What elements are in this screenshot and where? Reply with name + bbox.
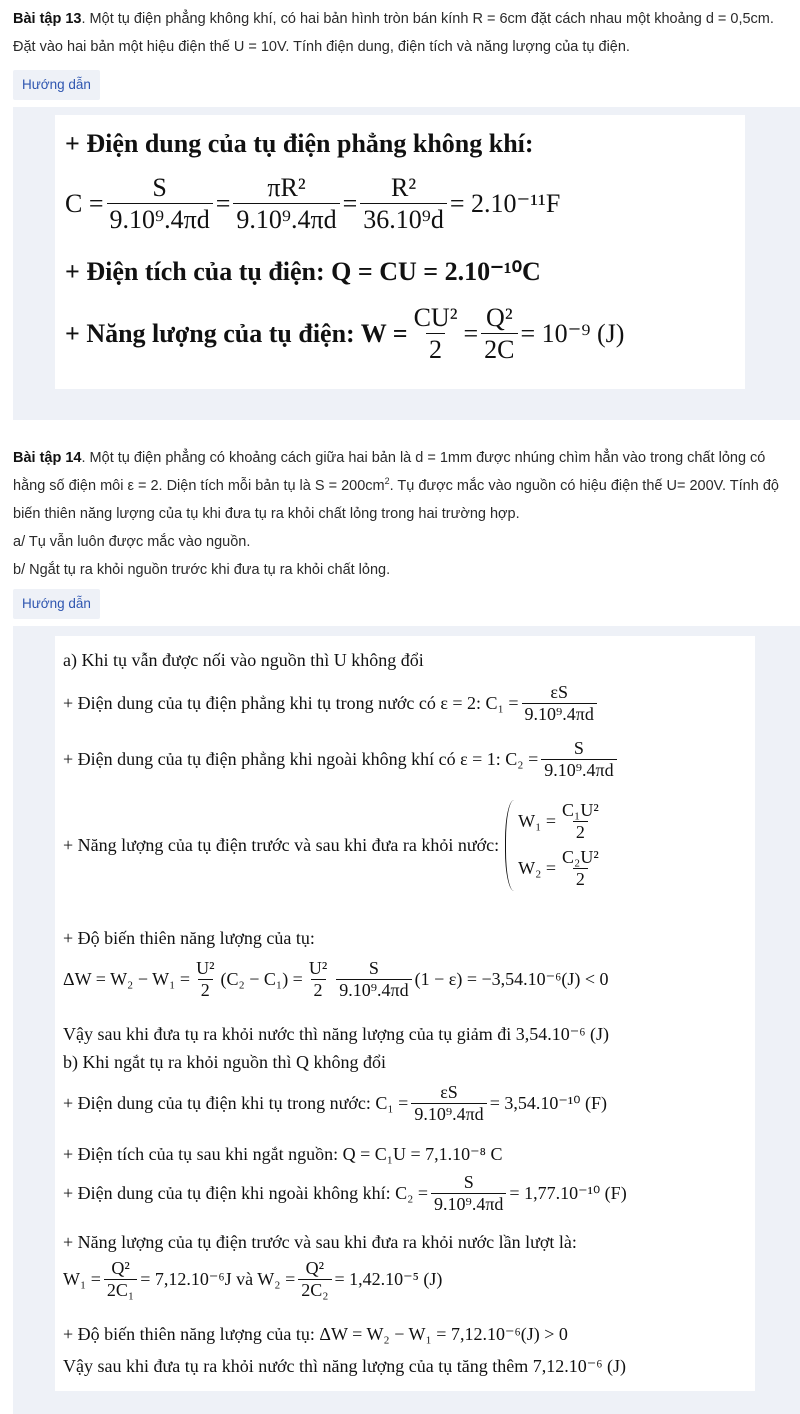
brace	[505, 800, 515, 891]
fraction: $\frac{\text{CU²}}{2}$	[413, 303, 458, 364]
fraction: $\frac{S}{\text{9.10⁹.4πd}}$	[431, 1172, 506, 1215]
solution-14-line-8: b) Khi ngắt tụ ra khỏi nguồn thì Q không đổi	[63, 1052, 386, 1072]
problem-13-text	[13, 5, 793, 61]
problem-14-label: Bài tập 14	[13, 450, 82, 466]
formula-c: C =	[65, 189, 104, 219]
solution-14-line-13: W₁ = $\frac{\text{Q²}}{\text{2C₁}}$ = 7,12.10⁻⁶J và W₂ = $\frac{\text{Q²}}{\text{2C₂}}$ = 1,42.10⁻⁵ (J)	[63, 1258, 443, 1300]
solution-14-line-14: + Độ biến thiên năng lượng của tụ: ΔW = W₂ − W₁ = 7,12.10⁻⁶(J) > 0	[63, 1324, 568, 1344]
problem-14-part-a: a/ Tụ vẫn luôn được mắc vào nguồn.	[13, 534, 251, 550]
guide-button-13[interactable]: Hướng dẫn	[13, 70, 100, 100]
fraction: $\frac{\text{R²}}{\text{36.10⁹d}}$	[360, 173, 447, 235]
problem-14-text	[13, 444, 793, 584]
fraction: $\frac{\text{C₂U²}}{2}$	[562, 847, 599, 889]
fraction: $\frac{\text{C₁U²}}{2}$	[562, 800, 599, 842]
fraction: $\frac{S}{\text{9.10⁹.4πd}}$	[541, 738, 616, 781]
problem-13-body: . Một tụ điện phẳng không khí, có hai bản hình tròn bán kính R = 6cm đặt cách nhau một khoảng d = 0,5cm. Đặt vào hai bản một hiệu điện thế U = 10V. Tính điện dung, điện tích và năng lượng của tụ điện.	[13, 11, 774, 55]
fraction: $\frac{\varepsilon S}{\text{9.10⁹.4πd}}$	[411, 1082, 486, 1125]
solution-panel-14	[13, 626, 800, 1414]
fraction: $\frac{S}{\text{9.10⁹.4πd}}$	[107, 173, 213, 235]
solution-14-line-11: + Điện dung của tụ điện khi ngoài không khí: C₂ = $\frac{S}{\text{9.10⁹.4πd}}$ = 1,77.10⁻¹⁰ (F)	[63, 1172, 627, 1214]
solution-14-line-15: Vậy sau khi đưa tụ ra khỏi nước thì năng lượng của tụ tăng thêm 7,12.10⁻⁶ (J)	[63, 1356, 626, 1376]
fraction: $\frac{\text{U²}}{2}$	[308, 958, 328, 1000]
solution-14-line-6: ΔW = W₂ − W₁ = $\frac{\text{U²}}{2}$ (C₂ − C₁) = $\frac{\text{U²}}{2}$ $\frac{S}{\text{9.10⁹.4πd}}$ (1 − ε) = −3,54.10⁻⁶(J) < 0	[63, 958, 609, 1000]
problem-14-body-1: . Một tụ điện phẳng có khoảng cách giữa hai bản là d = 1mm được nhúng chìm hẳn vào trong chất lỏng có hằng số điện môi ε = 2. Diện tích mỗi bản tụ là S = 200cm	[13, 450, 766, 494]
solution-14-line-12: + Năng lượng của tụ điện trước và sau khi đưa ra khỏi nước lần lượt là:	[63, 1232, 577, 1252]
fraction: $\frac{\text{Q²}}{\text{2C₂}}$	[298, 1258, 331, 1301]
fraction: $\frac{\text{Q²}}{\text{2C₁}}$	[104, 1258, 137, 1301]
superscript: 2	[384, 476, 390, 487]
solution-panel-13	[13, 107, 800, 420]
fraction: $\frac{\varepsilon S}{\text{9.10⁹.4πd}}$	[522, 682, 597, 725]
solution-14-line-4: + Năng lượng của tụ điện trước và sau khi đưa ra khỏi nước: W₁ = $\frac{\text{C₁U²}}{2}$ W₂ = $\frac{\text{C₂U²}}{2}$	[63, 800, 605, 891]
solution-14-line-1: a) Khi tụ vẫn được nối vào nguồn thì U không đổi	[63, 650, 424, 670]
equation-system: W₁ = $\frac{\text{C₁U²}}{2}$ W₂ = $\frac{\text{C₂U²}}{2}$	[505, 800, 605, 891]
formula-result: = 2.10⁻¹¹F	[449, 189, 561, 219]
fraction: $\frac{\text{πR²}}{\text{9.10⁹.4πd}}$	[233, 173, 339, 235]
solution-14-line-9: + Điện dung của tụ điện khi tụ trong nước: C₁ = $\frac{\varepsilon S}{\text{9.10⁹.4πd}}$ = 3,54.10⁻¹⁰ (F)	[63, 1082, 607, 1124]
solution-13-line-3: + Điện tích của tụ điện: Q = CU = 2.10⁻¹⁰C	[65, 257, 541, 286]
solution-14-line-5: + Độ biến thiên năng lượng của tụ:	[63, 928, 315, 948]
solution-13-line-2: C = $\frac{S}{\text{9.10⁹.4πd}}$ = $\frac{\text{πR²}}{\text{9.10⁹.4πd}}$ = $\frac{\text{R²}}{\text{36.10⁹d}}$ = 2.10⁻¹¹F	[65, 173, 561, 234]
problem-14-part-b: b/ Ngắt tụ ra khỏi nguồn trước khi đưa tụ ra khỏi chất lỏng.	[13, 562, 391, 578]
solution-14-line-3: + Điện dung của tụ điện phẳng khi ngoài không khí có ε = 1: C₂ = $\frac{S}{\text{9.10⁹.4πd}}$	[63, 738, 620, 781]
fraction: $\frac{\text{Q²}}{2C}$	[481, 303, 517, 365]
solution-image-13	[55, 115, 745, 389]
solution-13-line-1: + Điện dung của tụ điện phẳng không khí:	[65, 129, 534, 158]
solution-14-line-7: Vậy sau khi đưa tụ ra khỏi nước thì năng lượng của tụ giảm đi 3,54.10⁻⁶ (J)	[63, 1024, 609, 1044]
solution-14-line-2: + Điện dung của tụ điện phẳng khi tụ trong nước có ε = 2: C₁ = $\frac{\varepsilon S}{\text{9.10⁹.4πd}}$	[63, 682, 600, 725]
solution-13-line-4: + Năng lượng của tụ điện: W = $\frac{\text{CU²}}{2}$ = $\frac{\text{Q²}}{2C}$ = 10⁻⁹ (J)	[65, 303, 625, 364]
fraction: $\frac{S}{\text{9.10⁹.4πd}}$	[336, 958, 411, 1001]
problem-14-body-2: . Tụ được mắc vào nguồn có hiệu điện thế U= 200V. Tính độ biến thiên năng lượng của tụ khi đưa tụ ra khỏi chất lỏng trong hai trường hợp.	[13, 478, 779, 522]
fraction: $\frac{\text{U²}}{2}$	[196, 958, 215, 1000]
solution-image-14	[55, 636, 755, 1391]
solution-14-line-10: + Điện tích của tụ sau khi ngắt nguồn: Q = C₁U = 7,1.10⁻⁸ C	[63, 1144, 503, 1164]
problem-13-label: Bài tập 13	[13, 11, 82, 27]
guide-button-14[interactable]: Hướng dẫn	[13, 589, 100, 619]
